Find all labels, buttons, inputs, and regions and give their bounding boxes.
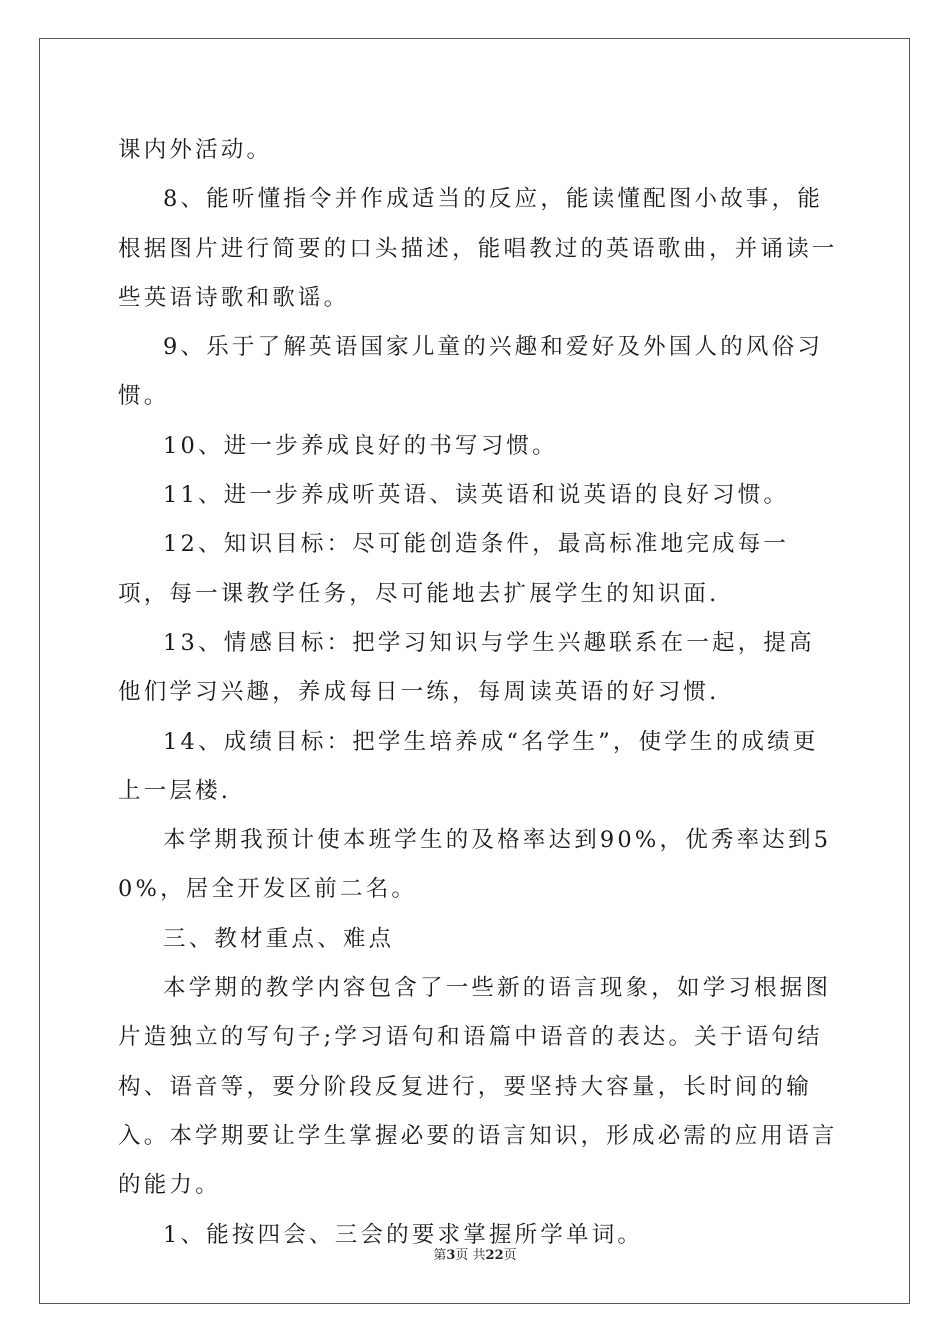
footer-prefix: 第 <box>433 1248 447 1263</box>
paragraph: 本学期我预计使本班学生的及格率达到90%，优秀率达到50%，居全开发区前二名。 <box>118 827 832 903</box>
page-footer <box>0 1244 950 1263</box>
total-page-number: 22 <box>485 1248 504 1263</box>
paragraph: 8、能听懂指令并作成适当的反应，能读懂配图小故事，能根据图片进行简要的口头描述，能唱教过的英语歌曲，并诵读一些英语诗歌和歌谣。 <box>118 186 838 311</box>
document-body <box>118 126 838 1260</box>
paragraph: 11、进一步养成听英语、读英语和说英语的良好习惯。 <box>163 482 790 509</box>
footer-middle: 页 共 <box>455 1248 486 1263</box>
paragraph: 课内外活动。 <box>118 137 273 163</box>
paragraph: 9、乐于了解英语国家儿童的兴趣和爱好及外国人的风俗习惯。 <box>118 334 824 410</box>
paragraph: 本学期的教学内容包含了一些新的语言现象，如学习根据图片造独立的写句子;学习语句和语篇中语音的表达。关于语句结构、语音等，要分阶段反复进行，要坚持大容量，长时间的输入。本学期要让学生掌握必要的语言知识，形成必需的应用语言的能力。 <box>118 975 838 1199</box>
paragraph: 14、成绩目标：把学生培养成“名学生”，使学生的成绩更上一层楼. <box>118 728 819 804</box>
current-page-number: 3 <box>446 1248 456 1263</box>
paragraph: 12、知识目标：尽可能创造条件，最高标准地完成每一项，每一课教学任务，尽可能地去扩展学生的知识面. <box>118 531 790 607</box>
paragraph: 10、进一步养成良好的书写习惯。 <box>163 432 558 459</box>
footer-suffix: 页 <box>503 1248 517 1263</box>
paragraph: 13、情感目标：把学习知识与学生兴趣联系在一起，提高他们学习兴趣，养成每日一练，每周读英语的好习惯. <box>118 629 815 706</box>
paragraph: 1、能按四会、三会的要求掌握所学单词。 <box>163 1221 644 1248</box>
section-heading: 三、教材重点、难点 <box>163 925 395 952</box>
